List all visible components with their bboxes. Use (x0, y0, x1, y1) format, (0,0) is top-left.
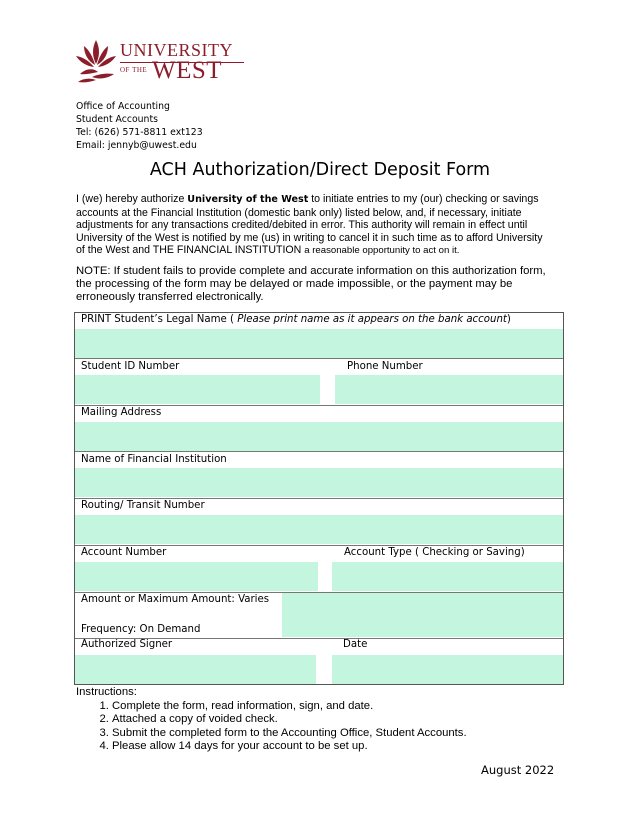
phone-field[interactable] (335, 375, 563, 404)
routing-label: Routing/ Transit Number (81, 500, 205, 511)
deposit-form-table (74, 312, 564, 685)
institution-input[interactable] (75, 468, 563, 497)
instructions-block (76, 686, 467, 754)
legal-name-field[interactable] (75, 329, 563, 358)
instructions-heading: Instructions: (76, 686, 137, 698)
row-divider (75, 405, 563, 406)
instruction-item: 1. Complete the form, read information, sign, and date. (112, 700, 467, 714)
auth-line1-post: to initiate entries to my (our) checking or savings (308, 193, 539, 205)
legal-name-input[interactable] (75, 329, 563, 358)
auth-line1-bold: University of the West (187, 194, 309, 205)
signer-field[interactable] (75, 655, 316, 684)
legal-name-label: PRINT Student’s Legal Name ( Please print name as it appears on the bank account) (81, 314, 511, 325)
office-contact-block (76, 100, 203, 152)
account-number-input[interactable] (75, 562, 318, 591)
logo-university-text: UNIVERSITY (120, 40, 233, 60)
auth-line4: University of the West is notified by me (us) in writing to cancel it in such time as to afford University (76, 231, 543, 244)
note-line1: NOTE: If student fails to provide complete and accurate information on this authorization form, (76, 265, 546, 277)
date-input[interactable] (332, 655, 563, 684)
auth-line1-pre: I (we) hereby authorize (76, 193, 188, 205)
revision-date: August 2022 (481, 763, 555, 777)
account-number-field[interactable] (75, 562, 318, 591)
routing-field[interactable] (75, 515, 563, 544)
mailing-address-input[interactable] (75, 422, 563, 451)
instruction-item: 4. Please allow 14 days for your account to be set up. (112, 740, 467, 754)
logo-west-text: WEST (152, 57, 223, 84)
note-line2: the processing of the form may be delayed or made impossible, or the payment may be (76, 278, 513, 290)
office-phone: Tel: (626) 571-8811 ext123 (76, 127, 203, 138)
mailing-address-label: Mailing Address (81, 407, 162, 418)
instruction-item: 2. Attached a copy of voided check. (112, 713, 467, 727)
auth-line5-small: a reasonable opportunity to act on it. (304, 245, 460, 256)
institution-label: Name of Financial Institution (81, 454, 227, 465)
page-title: ACH Authorization/Direct Deposit Form (149, 160, 491, 180)
note-paragraph (76, 265, 566, 304)
instructions-list (76, 700, 467, 754)
lotus-icon (74, 36, 120, 86)
student-id-label: Student ID Number (81, 361, 180, 372)
auth-line2: accounts at the Financial Institution (domestic bank only) listed below, and, if necessary, initiate (76, 206, 522, 219)
auth-line3: adjustments for any transactions credited/debited in error. This authority will remain in effect until (76, 219, 528, 231)
auth-line5-pre: of the West and THE FINANCIAL INSTITUTION (76, 244, 305, 256)
account-type-label: Account Type ( Checking or Saving) (344, 547, 525, 558)
account-number-label: Account Number (81, 547, 167, 558)
date-label: Date (343, 639, 368, 650)
office-email: Email: jennyb@uwest.edu (76, 140, 197, 151)
amount-label: Amount or Maximum Amount: Varies (81, 594, 270, 605)
signer-input[interactable] (75, 655, 316, 684)
row-divider (75, 498, 563, 499)
amount-input[interactable] (282, 593, 563, 637)
authorization-paragraph (76, 193, 566, 258)
row-divider (75, 358, 563, 359)
note-line3: erroneously transferred electronically. (76, 291, 264, 303)
phone-label: Phone Number (347, 361, 423, 372)
student-id-input[interactable] (75, 375, 320, 404)
student-id-field[interactable] (75, 375, 320, 404)
university-logo (74, 36, 246, 86)
logo-of-the-text: OF THE (120, 66, 148, 74)
routing-input[interactable] (75, 515, 563, 544)
row-divider (75, 451, 563, 452)
signer-label: Authorized Signer (81, 639, 173, 650)
office-name: Office of Accounting (76, 101, 170, 112)
office-department: Student Accounts (76, 114, 158, 125)
account-type-field[interactable] (332, 562, 563, 591)
frequency-label: Frequency: On Demand (81, 624, 201, 635)
amount-field[interactable] (282, 593, 563, 637)
date-field[interactable] (332, 655, 563, 684)
phone-input[interactable] (335, 375, 563, 404)
row-divider (75, 545, 563, 546)
institution-field[interactable] (75, 468, 563, 497)
mailing-address-field[interactable] (75, 422, 563, 451)
account-type-input[interactable] (332, 562, 563, 591)
legal-name-hint: Please print name as it appears on the bank account (237, 314, 507, 325)
instruction-item: 3. Submit the completed form to the Accounting Office, Student Accounts. (112, 727, 467, 741)
